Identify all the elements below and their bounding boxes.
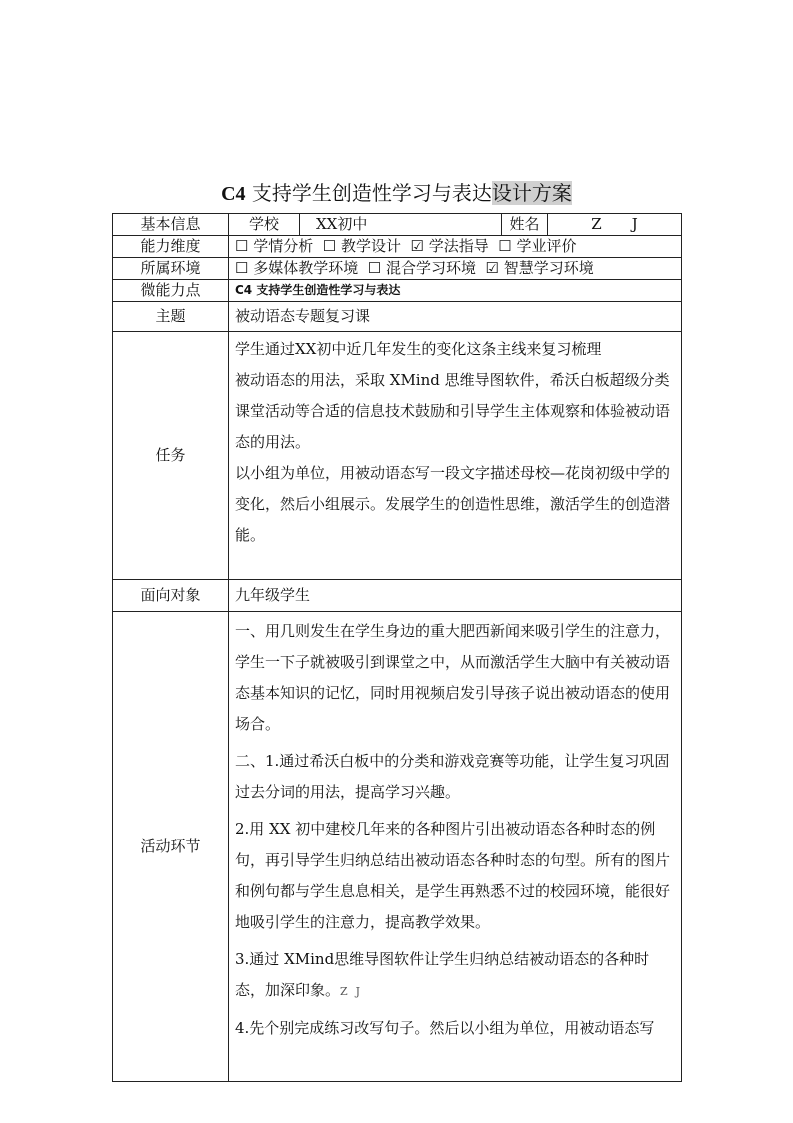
task-paragraph-2: 被动语态的用法，采取 XMind 思维导图软件，希沃白板超级分类课堂活动等合适的信息技术鼓励和引导学生主体观察和体验被动语态的用法。 — [235, 371, 671, 451]
name-value: Z J — [591, 215, 638, 233]
title-highlight: 设计方案 — [491, 181, 572, 205]
topic-value: 被动语态专题复习课 — [229, 302, 682, 332]
activity-paragraph-2: 二、1.通过希沃白板中的分类和游戏竞赛等功能，让学生复习巩固过去分词的用法，提高学习兴趣。 — [235, 752, 670, 801]
ability-option-2[interactable]: ☐ 教学设计 — [322, 237, 401, 255]
document-title — [0, 178, 793, 209]
env-option-3[interactable]: ☑ 智慧学习环境 — [485, 259, 594, 277]
row-topic — [113, 302, 682, 332]
task-paragraph-1: 学生通过XX初中近几年发生的变化这条主线来复习梳理 — [235, 340, 602, 358]
label-ability: 能力维度 — [113, 236, 229, 258]
school-value: XX初中 — [300, 214, 502, 235]
activity-content — [229, 612, 682, 1082]
label-topic: 主题 — [113, 302, 229, 332]
activity-paragraph-3: 2.用 XX 初中建校几年来的各种图片引出被动语态各种时态的例句，再引导学生归纳总结出被动语态各种时态的句型。所有的图片和例句都与学生息息相关，是学生再熟悉不过的校园环境，能很好地吸引学生的注意力，提高教学效果。 — [235, 820, 671, 931]
row-task — [113, 332, 682, 580]
activity-paragraph-4-text: 3.通过 XMind思维导图软件让学生归纳总结被动语态的各种时态，加深印象。 — [235, 950, 650, 999]
label-name: 姓名 — [502, 214, 548, 235]
audience-value: 九年级学生 — [229, 580, 682, 612]
label-micro-ability: 微能力点 — [113, 280, 229, 302]
row-activity — [113, 612, 682, 1082]
activity-paragraph-1: 一、用几则发生在学生身边的重大肥西新闻来吸引学生的注意力，学生一下子就被吸引到课堂之中，从而激活学生大脑中有关被动语态基本知识的记忆，同时用视频启发引导孩子说出被动语态的使用场合。 — [235, 622, 671, 733]
title-prefix: C4 — [221, 183, 246, 205]
label-school: 学校 — [229, 214, 300, 235]
row-audience — [113, 580, 682, 612]
row-environment — [113, 258, 682, 280]
env-option-1[interactable]: ☐ 多媒体教学环境 — [235, 259, 359, 277]
activity-paragraph-4 — [235, 944, 675, 1007]
label-audience: 面向对象 — [113, 580, 229, 612]
row-ability — [113, 236, 682, 258]
task-paragraph-3: 以小组为单位，用被动语态写一段文字描述母校—花岗初级中学的变化，然后小组展示。发展学生的创造性思维，激活学生的创造潜能。 — [235, 464, 671, 544]
ability-option-3[interactable]: ☑ 学法指导 — [410, 237, 489, 255]
activity-watermark-mark: ZJ — [340, 985, 369, 998]
env-option-2[interactable]: ☐ 混合学习环境 — [367, 259, 476, 277]
label-activity: 活动环节 — [113, 612, 229, 1082]
micro-ability-value: C4 支持学生创造性学习与表达 — [229, 280, 682, 302]
row-basic-info — [113, 214, 682, 236]
title-main: 支持学生创造性学习与表达 — [251, 181, 492, 205]
task-content — [229, 332, 682, 580]
row-micro-ability — [113, 280, 682, 302]
ability-option-4[interactable]: ☐ 学业评价 — [498, 237, 577, 255]
label-task: 任务 — [113, 332, 229, 580]
activity-paragraph-5: 4.先个别完成练习改写句子。然后以小组为单位，用被动语态写 — [235, 1019, 655, 1037]
label-basic-info: 基本信息 — [113, 214, 229, 236]
environment-options — [229, 258, 682, 280]
design-form-table — [112, 213, 682, 1082]
ability-option-1[interactable]: ☐ 学情分析 — [235, 237, 314, 255]
ability-options — [229, 236, 682, 258]
label-environment: 所属环境 — [113, 258, 229, 280]
